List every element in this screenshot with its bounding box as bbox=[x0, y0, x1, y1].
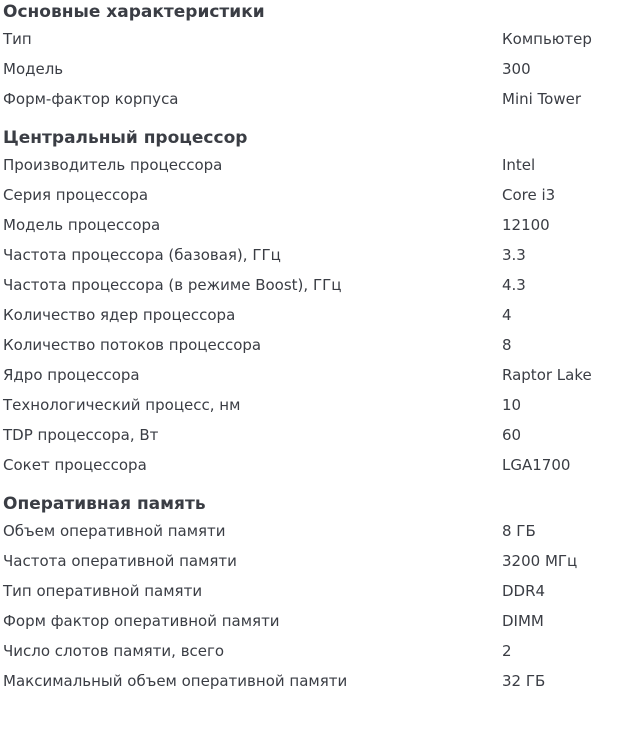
spec-label: Серия процессора bbox=[3, 186, 149, 204]
spec-row bbox=[0, 150, 626, 180]
spec-label: Модель процессора bbox=[3, 216, 161, 234]
spec-label: Форм фактор оперативной памяти bbox=[3, 612, 280, 630]
spec-row bbox=[0, 666, 626, 696]
section-title: Основные характеристики bbox=[3, 2, 265, 22]
spec-label: Количество потоков процессора bbox=[3, 336, 262, 354]
spec-label: Количество ядер процессора bbox=[3, 306, 236, 324]
spec-label: Сокет процессора bbox=[3, 456, 147, 474]
spec-value: Raptor Lake bbox=[502, 366, 592, 384]
spec-value: 12100 bbox=[502, 216, 550, 234]
spec-row bbox=[0, 546, 626, 576]
spec-value: 3200 МГц bbox=[502, 552, 578, 570]
spec-row bbox=[0, 84, 626, 114]
spec-value: 4 bbox=[502, 306, 512, 324]
spec-row bbox=[0, 360, 626, 390]
spec-row bbox=[0, 24, 626, 54]
spec-value: Core i3 bbox=[502, 186, 556, 204]
spec-label: Тип bbox=[3, 30, 32, 48]
spec-section-ram bbox=[0, 492, 626, 696]
section-spacer bbox=[0, 114, 626, 126]
spec-row bbox=[0, 636, 626, 666]
spec-value: Компьютер bbox=[502, 30, 592, 48]
spec-value: 32 ГБ bbox=[502, 672, 546, 690]
spec-value: Mini Tower bbox=[502, 90, 582, 108]
spec-row bbox=[0, 54, 626, 84]
spec-label: Производитель процессора bbox=[3, 156, 223, 174]
spec-value: 2 bbox=[502, 642, 512, 660]
spec-row bbox=[0, 180, 626, 210]
spec-value: 300 bbox=[502, 60, 531, 78]
spec-label: Тип оперативной памяти bbox=[3, 582, 203, 600]
spec-row bbox=[0, 606, 626, 636]
spec-label: Частота оперативной памяти bbox=[3, 552, 237, 570]
spec-section-cpu bbox=[0, 126, 626, 480]
section-title: Оперативная память bbox=[3, 494, 206, 514]
spec-row bbox=[0, 390, 626, 420]
spec-label: Модель bbox=[3, 60, 64, 78]
spec-value: LGA1700 bbox=[502, 456, 571, 474]
spec-value: 8 ГБ bbox=[502, 522, 536, 540]
spec-value: DDR4 bbox=[502, 582, 546, 600]
section-spacer bbox=[0, 480, 626, 492]
spec-row bbox=[0, 240, 626, 270]
spec-label: Технологический процесс, нм bbox=[3, 396, 241, 414]
spec-row bbox=[0, 516, 626, 546]
spec-value: 8 bbox=[502, 336, 512, 354]
spec-label: Ядро процессора bbox=[3, 366, 140, 384]
spec-label: Частота процессора (в режиме Boost), ГГц bbox=[3, 276, 342, 294]
spec-section-main bbox=[0, 0, 626, 114]
spec-row bbox=[0, 420, 626, 450]
spec-label: Число слотов памяти, всего bbox=[3, 642, 225, 660]
spec-row bbox=[0, 270, 626, 300]
spec-value: DIMM bbox=[502, 612, 544, 630]
spec-value: 10 bbox=[502, 396, 522, 414]
spec-value: Intel bbox=[502, 156, 536, 174]
spec-value: 3.3 bbox=[502, 246, 526, 264]
spec-row bbox=[0, 450, 626, 480]
spec-label: Объем оперативной памяти bbox=[3, 522, 226, 540]
spec-label: TDP процессора, Вт bbox=[3, 426, 159, 444]
spec-label: Частота процессора (базовая), ГГц bbox=[3, 246, 281, 264]
spec-row bbox=[0, 576, 626, 606]
spec-row bbox=[0, 300, 626, 330]
spec-value: 4.3 bbox=[502, 276, 526, 294]
spec-row bbox=[0, 330, 626, 360]
spec-label: Форм-фактор корпуса bbox=[3, 90, 179, 108]
spec-row bbox=[0, 210, 626, 240]
spec-label: Максимальный объем оперативной памяти bbox=[3, 672, 348, 690]
spec-value: 60 bbox=[502, 426, 522, 444]
section-title: Центральный процессор bbox=[3, 128, 248, 148]
